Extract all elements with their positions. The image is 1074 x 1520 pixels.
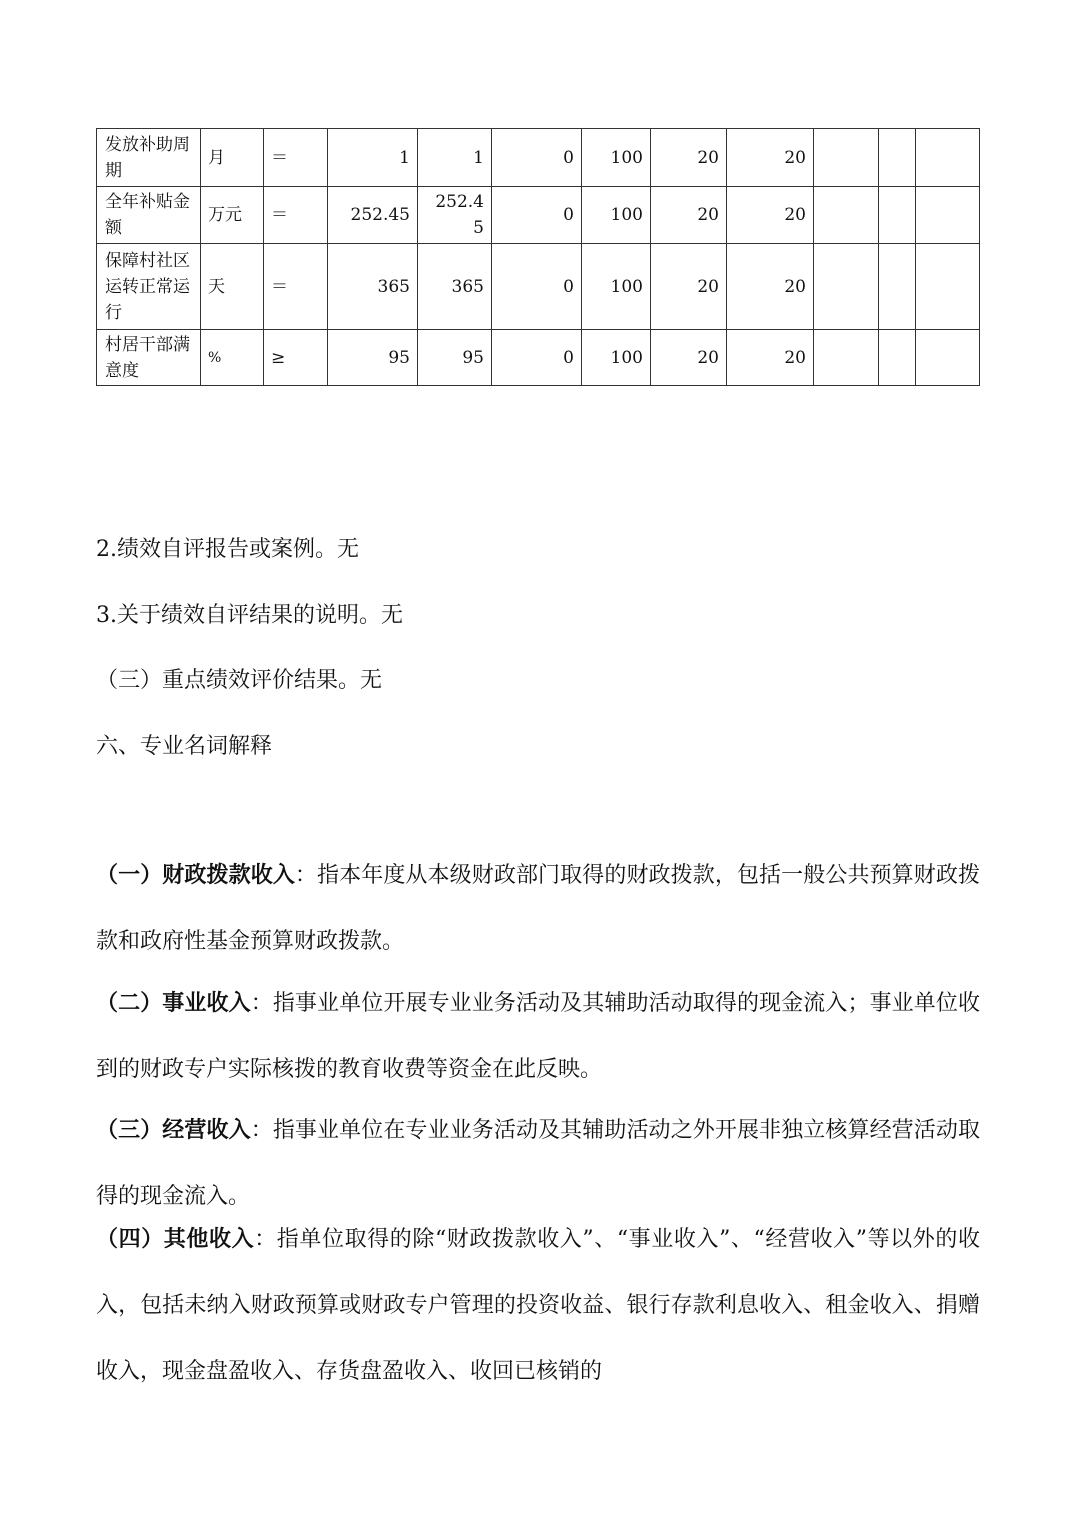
definition-other-income	[96, 1206, 980, 1405]
definition-term: （三）经营收入	[96, 1117, 251, 1143]
empty-cell	[814, 129, 879, 187]
indicator-operator: ＝	[264, 187, 328, 244]
target-value: 1	[328, 129, 418, 187]
value-cell: 0	[492, 330, 582, 386]
indicator-name: 村居干部满意度	[97, 330, 201, 386]
empty-cell	[916, 187, 980, 244]
section-heading-glossary: 六、专业名词解释	[96, 734, 273, 759]
value-cell: 100	[582, 244, 651, 330]
definition-term: （一）财政拨款收入	[96, 862, 295, 888]
definition-body: ：指事业单位在专业业务活动及其辅助活动之外开展非独立核算经营活动取得的现金流入。	[96, 1118, 980, 1209]
performance-indicator-table	[96, 128, 980, 386]
empty-cell	[879, 330, 916, 386]
actual-value: 252.45	[418, 187, 492, 244]
empty-cell	[879, 187, 916, 244]
value-cell: 20	[651, 330, 727, 386]
empty-cell	[814, 187, 879, 244]
heading-self-evaluation-report: 2.绩效自评报告或案例。无	[96, 537, 359, 562]
value-cell: 20	[651, 187, 727, 244]
value-cell: 20	[651, 129, 727, 187]
indicator-unit: 万元	[201, 187, 264, 244]
indicator-name: 保障村社区运转正常运行	[97, 244, 201, 330]
indicator-name: 发放补助周期	[97, 129, 201, 187]
indicator-name: 全年补贴金额	[97, 187, 201, 244]
value-cell: 0	[492, 187, 582, 244]
indicator-unit: %	[201, 330, 264, 386]
heading-self-evaluation-notes: 3.关于绩效自评结果的说明。无	[96, 603, 403, 628]
definition-fiscal-appropriation-income	[96, 842, 980, 975]
table-row	[97, 129, 980, 187]
indicator-unit: 月	[201, 129, 264, 187]
empty-cell	[916, 244, 980, 330]
value-cell: 20	[727, 330, 814, 386]
actual-value: 365	[418, 244, 492, 330]
definition-term: （二）事业收入	[96, 990, 251, 1016]
indicator-unit: 天	[201, 244, 264, 330]
empty-cell	[814, 244, 879, 330]
value-cell: 0	[492, 244, 582, 330]
value-cell: 0	[492, 129, 582, 187]
value-cell: 100	[582, 187, 651, 244]
definition-body: ：指本年度从本级财政部门取得的财政拨款，包括一般公共预算财政拨款和政府性基金预算财政拨款。	[96, 863, 980, 954]
heading-key-evaluation: （三）重点绩效评价结果。无	[96, 668, 383, 693]
definition-business-income	[96, 970, 980, 1103]
definition-term: （四）其他收入	[96, 1226, 255, 1252]
value-cell: 20	[727, 244, 814, 330]
empty-cell	[814, 330, 879, 386]
definition-body: ：指事业单位开展专业业务活动及其辅助活动取得的现金流入；事业单位收到的财政专户实际核拨的教育收费等资金在此反映。	[96, 991, 980, 1082]
actual-value: 95	[418, 330, 492, 386]
value-cell: 20	[651, 244, 727, 330]
value-cell: 20	[727, 129, 814, 187]
empty-cell	[916, 129, 980, 187]
indicator-operator: ≥	[264, 330, 328, 386]
target-value: 95	[328, 330, 418, 386]
value-cell: 20	[727, 187, 814, 244]
table-row	[97, 244, 980, 330]
table-row	[97, 187, 980, 244]
empty-cell	[916, 330, 980, 386]
actual-value: 1	[418, 129, 492, 187]
indicator-operator: ＝	[264, 129, 328, 187]
target-value: 252.45	[328, 187, 418, 244]
value-cell: 100	[582, 330, 651, 386]
empty-cell	[879, 129, 916, 187]
target-value: 365	[328, 244, 418, 330]
empty-cell	[879, 244, 916, 330]
indicator-operator: ＝	[264, 244, 328, 330]
definition-body: ：指单位取得的除“财政拨款收入”、“事业收入”、“经营收入”等以外的收入，包括未纳入财政预算或财政专户管理的投资收益、银行存款利息收入、租金收入、捐赠收入，现金盘盈收入、存货盘盈收入、收回已核销的	[96, 1227, 980, 1384]
table-row	[97, 330, 980, 386]
value-cell: 100	[582, 129, 651, 187]
